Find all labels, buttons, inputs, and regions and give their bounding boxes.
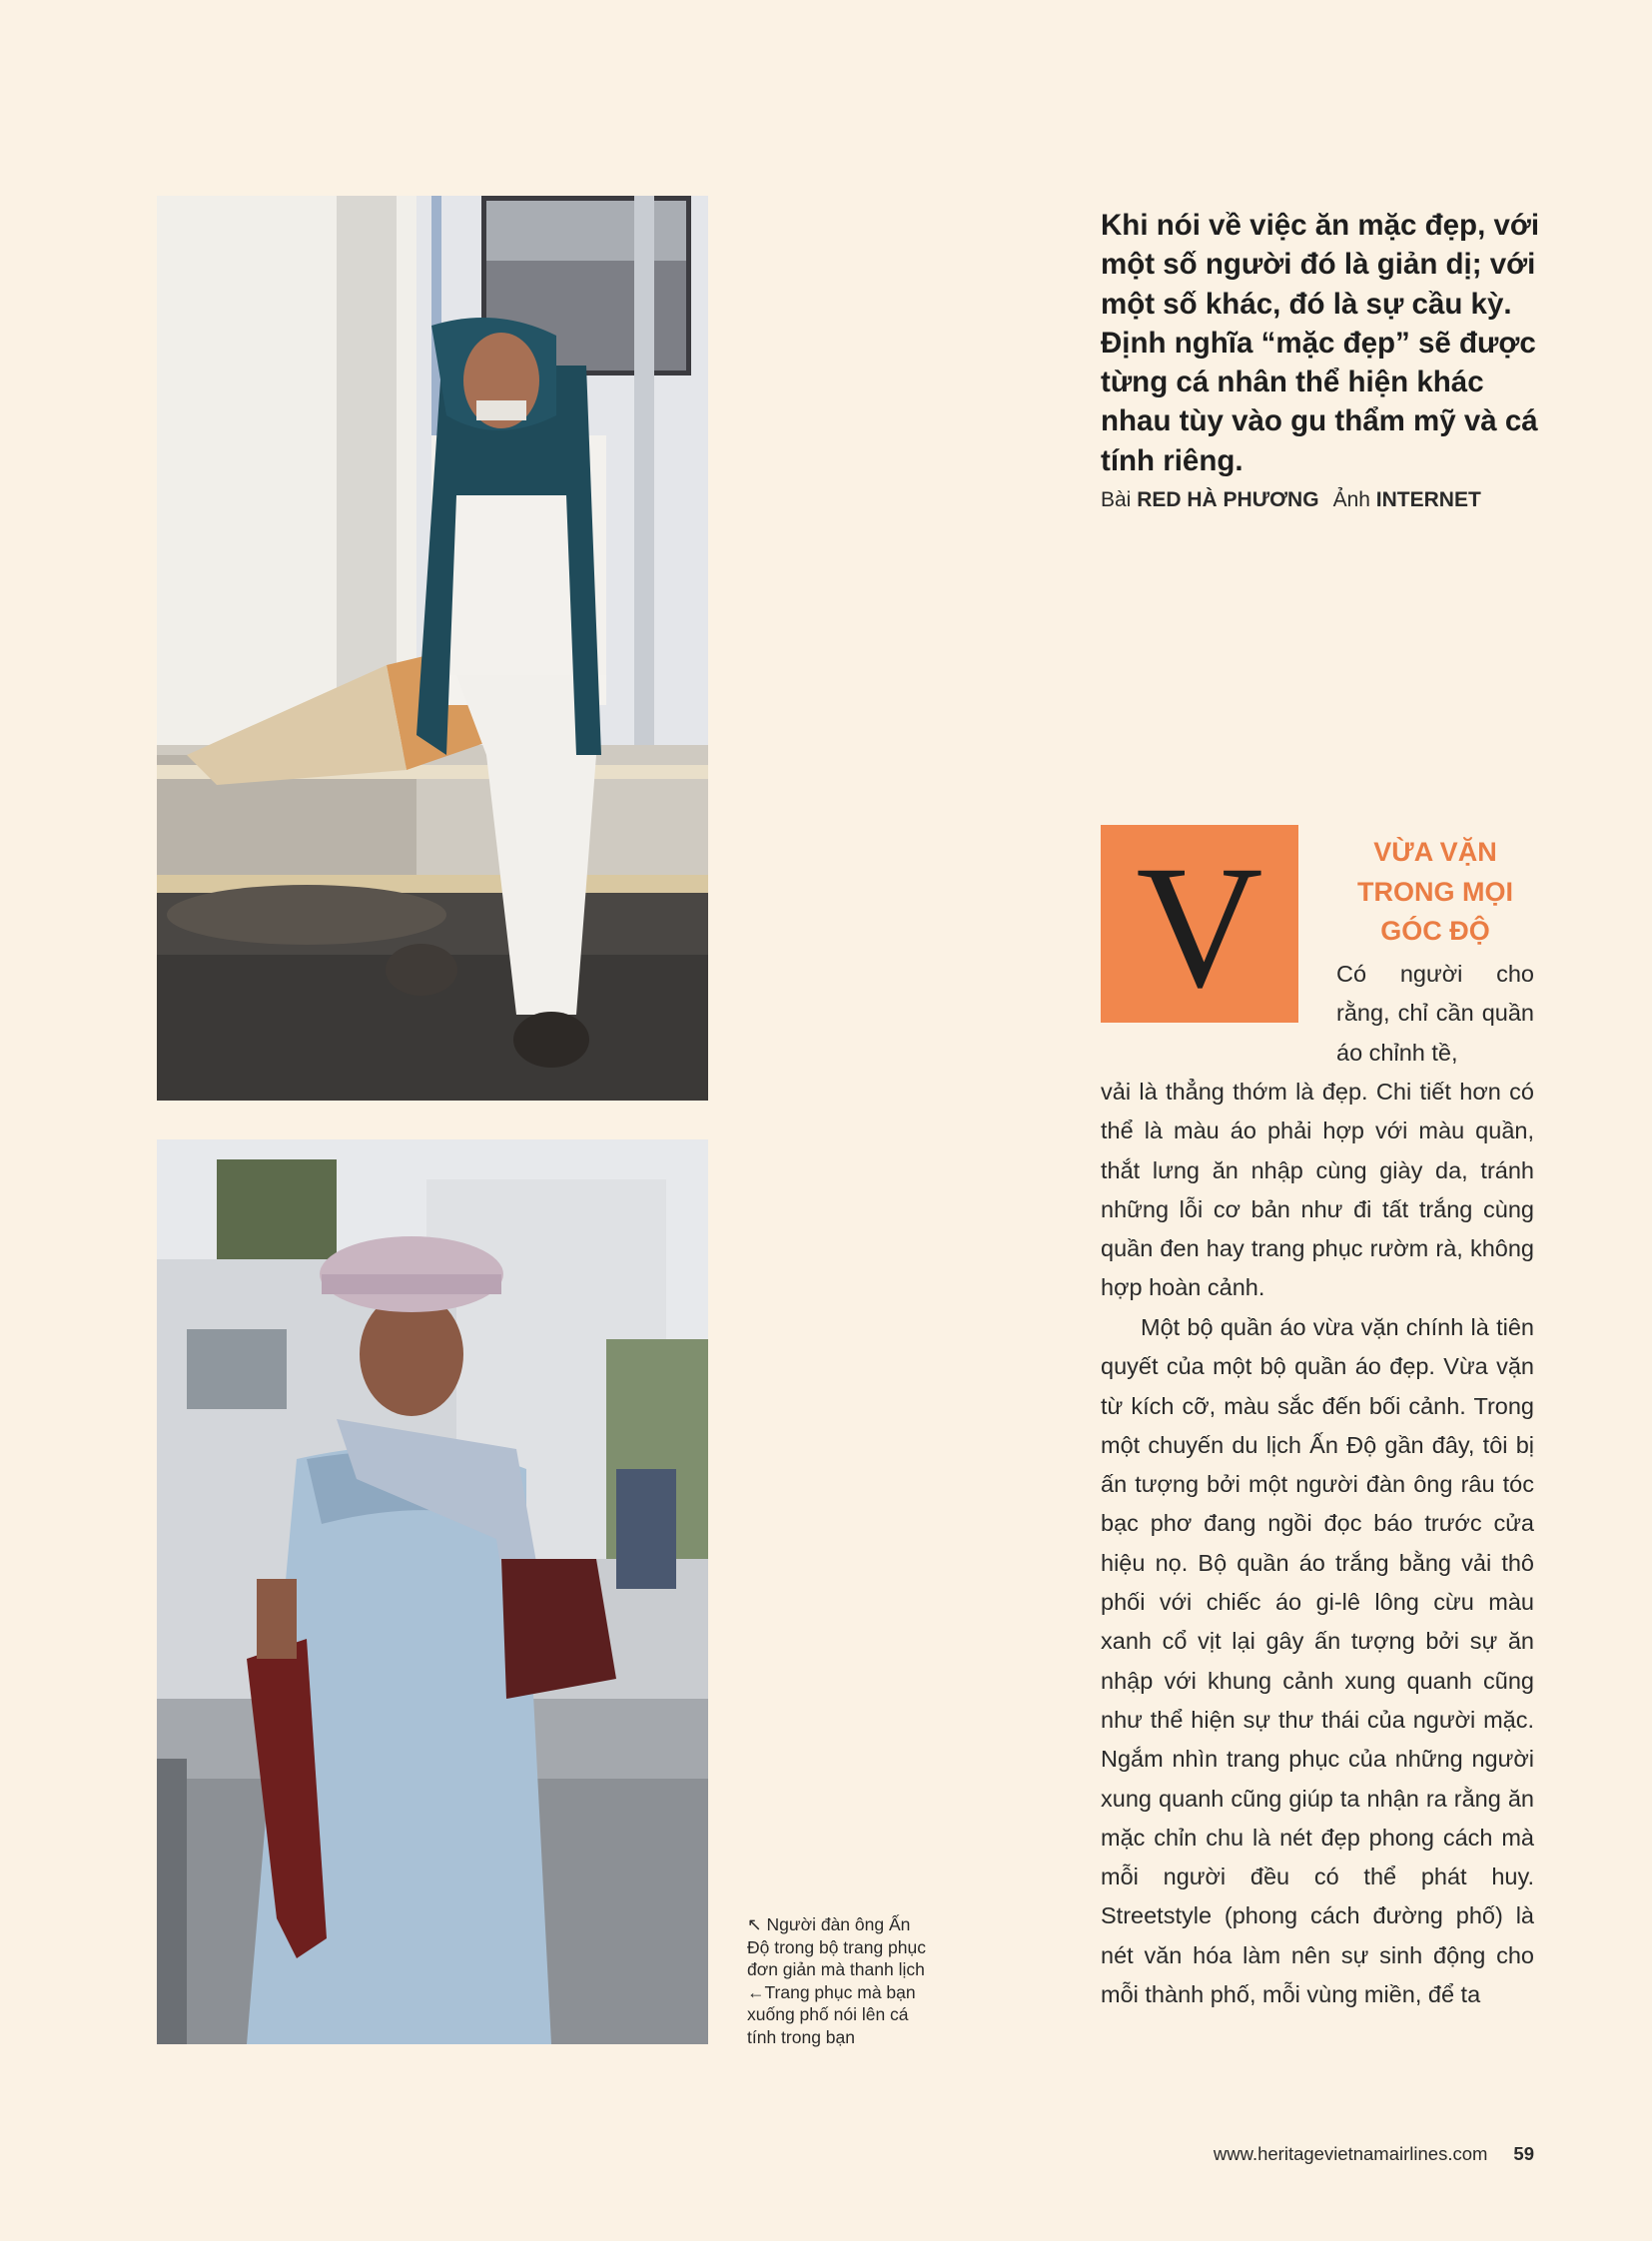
body-paragraph-2: Một bộ quần áo vừa vặn chính là tiên quyết của một bộ quần áo đẹp. Vừa vặn từ kích cỡ, màu sắc đến bối cảnh. Trong một chuyến du lịch Ấn Độ gần đây, tôi bị ấn tượng bởi một người đàn ông râu tóc bạc phơ đang ngồi đọc báo trước cửa hiệu nọ. Bộ quần áo trắng bằng vải thô phối với chiếc áo gi-lê lông cừu màu xanh cổ vịt lại gây ấn tượng bởi sự ăn nhập với khung cảnh xung quanh cũng như thể hiện sự thư thái của người mặc. Ngắm nhìn trang phục của những người xung quanh cũng giúp ta nhận ra rằng ăn mặc chỉn chu là nét đẹp phong cách mà mỗi người đều có thể phát huy. Streetstyle (phong cách đường phố) là nét văn hóa làm nên sự sinh động cho mỗi thành phố, mỗi vùng miền, để ta bbox=[1101, 1314, 1534, 2008]
drop-cap-box bbox=[1101, 825, 1298, 1023]
section-heading-line: GÓC ĐỘ bbox=[1380, 916, 1490, 946]
section-heading-line: TRONG MỌI bbox=[1357, 876, 1513, 907]
credit-photo-source: INTERNET bbox=[1375, 488, 1481, 511]
credit-author: RED HÀ PHƯƠNG bbox=[1137, 488, 1319, 511]
drop-cap-letter: V bbox=[1136, 830, 1263, 1025]
photo-caption bbox=[747, 1913, 945, 2048]
caption-line: đơn giản mà thanh lịch bbox=[747, 1959, 925, 1979]
section-heading-line: VỪA VẶN bbox=[1373, 837, 1497, 867]
caption-line: ←Trang phục mà bạn bbox=[747, 1981, 916, 2002]
credit-photo-label: Ảnh bbox=[1332, 488, 1370, 511]
credit-text-label: Bài bbox=[1101, 488, 1132, 511]
caption-line: ↖ Người đàn ông Ấn bbox=[747, 1914, 911, 1934]
section-heading bbox=[1310, 833, 1560, 952]
footer-website: www.heritagevietnamairlines.com bbox=[1213, 2143, 1488, 2164]
article-lede: Khi nói về việc ăn mặc đẹp, với một số người đó là giản dị; với một số khác, đó là sự cầu kỳ. Định nghĩa “mặc đẹp” sẽ được từng cá nhân thể hiện khác nhau tùy vào gu thẩm mỹ và cá tính riêng. bbox=[1101, 209, 1540, 477]
page-footer bbox=[1214, 2143, 1534, 2165]
page-number: 59 bbox=[1513, 2143, 1534, 2164]
body-paragraph-1: vải là thẳng thớm là đẹp. Chi tiết hơn có thể là màu áo phải hợp với màu quần, thắt lưng ăn nhập cùng giày da, tránh những lỗi cơ bản như đi tất trắng cùng quần đen hay trang phục rườm rà, không hợp hoàn cảnh. bbox=[1101, 1079, 1534, 1301]
photo-man-reading-newspaper bbox=[157, 196, 708, 1101]
body-paragraph-1-opening: Có người cho rằng, chỉ cần quần áo chỉnh tề, bbox=[1336, 961, 1534, 1066]
caption-line: Độ trong bộ trang phục bbox=[747, 1936, 927, 1957]
caption-line: tính trong bạn bbox=[747, 2026, 855, 2047]
article-credits bbox=[1101, 488, 1570, 512]
photo-woman-blue-dress bbox=[157, 1139, 708, 2044]
caption-line: xuống phố nói lên cá bbox=[747, 2004, 909, 2024]
